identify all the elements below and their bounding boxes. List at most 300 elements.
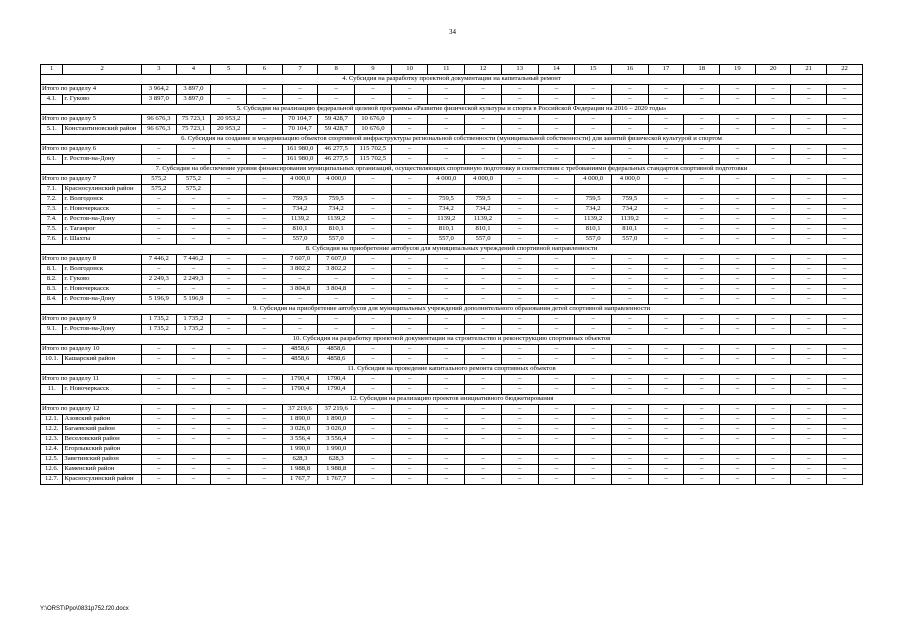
value-cell: – [755, 355, 791, 365]
value-cell: – [282, 85, 318, 95]
value-cell: – [141, 285, 176, 295]
value-cell: – [720, 435, 756, 445]
value-cell [211, 85, 247, 95]
value-cell [211, 445, 247, 455]
section-title: 11. Субсидия на проведение капитального ремонта спортивных объектов [41, 365, 863, 375]
value-cell: – [391, 265, 428, 275]
value-cell: – [355, 475, 392, 485]
section-title-row [41, 335, 863, 345]
value-cell: – [720, 115, 756, 125]
value-cell: – [465, 265, 502, 275]
value-cell: 734,2 [611, 205, 648, 215]
value-cell: – [141, 155, 176, 165]
column-number: 3 [141, 65, 176, 75]
value-cell: – [575, 435, 612, 445]
value-cell: – [648, 275, 684, 285]
value-cell: – [791, 385, 827, 395]
section-title: 10. Субсидия на разработку проектной документации на строительство и реконструкцию спортивных объектов [41, 335, 863, 345]
value-cell: – [176, 225, 211, 235]
value-cell: – [720, 405, 756, 415]
value-cell: – [827, 465, 863, 475]
value-cell: – [827, 95, 863, 105]
value-cell: – [428, 155, 465, 165]
value-cell: – [611, 475, 648, 485]
value-cell: – [176, 145, 211, 155]
value-cell: – [827, 275, 863, 285]
value-cell: – [648, 85, 684, 95]
row-number: 7.1. [41, 185, 63, 195]
value-cell: – [720, 345, 756, 355]
column-number: 9 [355, 65, 392, 75]
value-cell: – [211, 155, 247, 165]
subsidy-table [40, 64, 863, 485]
value-cell: 46 277,5 [318, 145, 355, 155]
column-number: 2 [63, 65, 142, 75]
value-cell: – [428, 375, 465, 385]
value-cell: 1 767,7 [318, 475, 355, 485]
value-cell: – [611, 375, 648, 385]
value-cell [575, 445, 612, 455]
table-row [41, 155, 863, 165]
value-cell: – [827, 345, 863, 355]
value-cell: 810,1 [428, 225, 465, 235]
value-cell: – [211, 205, 247, 215]
value-cell: 734,2 [282, 205, 318, 215]
section-title-row [41, 75, 863, 85]
row-label: Итого по разделу 11 [41, 375, 142, 385]
value-cell: – [720, 325, 756, 335]
table-row [41, 385, 863, 395]
value-cell: – [575, 415, 612, 425]
row-number: 8.1. [41, 265, 63, 275]
value-cell: – [611, 355, 648, 365]
value-cell: – [538, 275, 575, 285]
value-cell: 70 104,7 [282, 115, 318, 125]
value-cell: – [648, 215, 684, 225]
value-cell [141, 445, 176, 455]
value-cell: 1139,2 [428, 215, 465, 225]
value-cell: – [684, 405, 720, 415]
value-cell: – [648, 415, 684, 425]
value-cell: – [791, 115, 827, 125]
row-number: 7.6. [41, 235, 63, 245]
value-cell: – [755, 385, 791, 395]
section-title-row [41, 135, 863, 145]
value-cell: – [501, 85, 538, 95]
value-cell: 1139,2 [318, 215, 355, 225]
value-cell: 575,2 [141, 175, 176, 185]
value-cell: – [755, 275, 791, 285]
value-cell: – [211, 425, 247, 435]
value-cell: – [391, 175, 428, 185]
value-cell: – [648, 455, 684, 465]
value-cell: – [720, 215, 756, 225]
row-name: г. Волгодонск [63, 195, 142, 205]
value-cell: – [755, 195, 791, 205]
value-cell: 4 000,0 [282, 175, 318, 185]
value-cell: – [755, 205, 791, 215]
value-cell: 5 196,9 [141, 295, 176, 305]
value-cell: – [575, 95, 612, 105]
value-cell: – [246, 115, 282, 125]
table-row [41, 185, 863, 195]
value-cell: 1790,4 [282, 375, 318, 385]
value-cell: – [141, 355, 176, 365]
value-cell: – [211, 405, 247, 415]
value-cell [538, 445, 575, 455]
value-cell: – [176, 415, 211, 425]
value-cell: – [355, 375, 392, 385]
value-cell: – [720, 315, 756, 325]
value-cell: – [211, 195, 247, 205]
value-cell: – [465, 325, 502, 335]
value-cell: – [501, 125, 538, 135]
value-cell: – [575, 425, 612, 435]
value-cell: – [501, 155, 538, 165]
value-cell: – [246, 205, 282, 215]
value-cell: – [501, 275, 538, 285]
value-cell: – [791, 315, 827, 325]
value-cell: – [428, 295, 465, 305]
value-cell [501, 445, 538, 455]
value-cell: – [141, 265, 176, 275]
row-name: г. Гуково [63, 275, 142, 285]
value-cell: 4858,6 [282, 345, 318, 355]
value-cell: – [465, 145, 502, 155]
value-cell: 3 802,2 [282, 265, 318, 275]
column-number: 8 [318, 65, 355, 75]
value-cell: – [465, 155, 502, 165]
value-cell: – [791, 435, 827, 445]
value-cell: – [827, 285, 863, 295]
value-cell: – [791, 265, 827, 275]
value-cell: 3 556,4 [318, 435, 355, 445]
value-cell: – [246, 425, 282, 435]
value-cell: – [246, 215, 282, 225]
row-number: 6.1. [41, 155, 63, 165]
value-cell: 4 000,0 [428, 175, 465, 185]
value-cell: – [211, 355, 247, 365]
value-cell: 3 026,0 [318, 425, 355, 435]
value-cell: 759,5 [465, 195, 502, 205]
value-cell: – [391, 155, 428, 165]
value-cell: – [611, 145, 648, 155]
value-cell: – [428, 425, 465, 435]
value-cell: – [246, 475, 282, 485]
value-cell: – [538, 155, 575, 165]
value-cell: – [538, 475, 575, 485]
section-title-row [41, 305, 863, 315]
value-cell: – [791, 175, 827, 185]
value-cell: – [575, 465, 612, 475]
value-cell: – [648, 325, 684, 335]
value-cell: – [720, 415, 756, 425]
value-cell: – [246, 85, 282, 95]
value-cell: 734,2 [428, 205, 465, 215]
value-cell: – [391, 325, 428, 335]
value-cell: – [575, 375, 612, 385]
value-cell: – [648, 375, 684, 385]
value-cell: – [611, 345, 648, 355]
value-cell [575, 185, 612, 195]
value-cell: – [501, 355, 538, 365]
value-cell: – [355, 345, 392, 355]
value-cell: – [176, 285, 211, 295]
value-cell: – [755, 215, 791, 225]
value-cell: – [538, 235, 575, 245]
value-cell: – [755, 345, 791, 355]
value-cell: – [827, 235, 863, 245]
value-cell: – [720, 155, 756, 165]
value-cell: – [684, 415, 720, 425]
value-cell: – [176, 455, 211, 465]
row-name: г. Ростов-на-Дону [63, 215, 142, 225]
value-cell: – [211, 295, 247, 305]
row-number: 12.6. [41, 465, 63, 475]
column-number: 4 [176, 65, 211, 75]
value-cell: – [648, 115, 684, 125]
value-cell: 1790,4 [282, 385, 318, 395]
value-cell: – [575, 115, 612, 125]
value-cell: – [211, 465, 247, 475]
row-name: Веселовский район [63, 435, 142, 445]
value-cell: – [355, 355, 392, 365]
value-cell: – [575, 345, 612, 355]
value-cell: – [465, 465, 502, 475]
value-cell: 759,5 [282, 195, 318, 205]
value-cell: – [501, 205, 538, 215]
row-number: 8.3. [41, 285, 63, 295]
section-title-row [41, 105, 863, 115]
value-cell: – [791, 475, 827, 485]
value-cell: – [141, 425, 176, 435]
value-cell: 810,1 [575, 225, 612, 235]
value-cell: – [176, 155, 211, 165]
value-cell: – [648, 175, 684, 185]
value-cell: 759,5 [428, 195, 465, 205]
value-cell: – [246, 155, 282, 165]
value-cell: – [720, 455, 756, 465]
value-cell: 4858,6 [282, 355, 318, 365]
value-cell: – [611, 435, 648, 445]
value-cell: – [355, 385, 392, 395]
value-cell: – [611, 285, 648, 295]
value-cell: – [827, 175, 863, 185]
value-cell: – [684, 175, 720, 185]
section-title: 9. Субсидия на приобретение автобусов для муниципальных учреждений дополнительного образования детей спортивной направленности [41, 305, 863, 315]
value-cell: – [684, 455, 720, 465]
row-label: Итого по разделу 5 [41, 115, 142, 125]
value-cell: – [755, 325, 791, 335]
value-cell: – [827, 375, 863, 385]
value-cell: – [827, 355, 863, 365]
value-cell: – [575, 85, 612, 95]
value-cell: 1 735,2 [141, 315, 176, 325]
value-cell: – [501, 405, 538, 415]
value-cell: – [720, 285, 756, 295]
row-label: Итого по разделу 12 [41, 405, 142, 415]
value-cell: – [684, 435, 720, 445]
value-cell: – [720, 465, 756, 475]
value-cell: – [355, 205, 392, 215]
value-cell: – [755, 375, 791, 385]
value-cell: – [575, 125, 612, 135]
row-number: 12.2. [41, 425, 63, 435]
row-name: Красносулинский район [63, 475, 142, 485]
file-path-footer: Y:\ORST\Ppo\0831p752.f20.docx [40, 606, 129, 612]
value-cell: 759,5 [318, 195, 355, 205]
value-cell: – [648, 435, 684, 445]
value-cell [611, 185, 648, 195]
value-cell: – [575, 315, 612, 325]
value-cell: – [501, 325, 538, 335]
value-cell: – [538, 85, 575, 95]
value-cell: – [611, 85, 648, 95]
value-cell: – [720, 275, 756, 285]
row-number: 7.5. [41, 225, 63, 235]
value-cell: – [501, 95, 538, 105]
value-cell [827, 445, 863, 455]
table-row [41, 425, 863, 435]
value-cell: – [648, 465, 684, 475]
value-cell: – [827, 385, 863, 395]
value-cell: – [501, 415, 538, 425]
value-cell: 59 428,7 [318, 115, 355, 125]
value-cell: – [355, 265, 392, 275]
value-cell: – [755, 225, 791, 235]
value-cell: – [355, 465, 392, 475]
value-cell: – [684, 275, 720, 285]
value-cell: – [428, 285, 465, 295]
value-cell: – [791, 225, 827, 235]
table-row [41, 205, 863, 215]
value-cell: – [684, 385, 720, 395]
value-cell: 557,0 [318, 235, 355, 245]
value-cell: 1139,2 [611, 215, 648, 225]
value-cell: – [575, 145, 612, 155]
table-row [41, 415, 863, 425]
value-cell: 7 607,0 [318, 255, 355, 265]
value-cell: – [611, 95, 648, 105]
value-cell: – [465, 295, 502, 305]
value-cell: – [355, 195, 392, 205]
value-cell: – [465, 415, 502, 425]
value-cell: – [391, 145, 428, 155]
table-row [41, 215, 863, 225]
section-total-row [41, 115, 863, 125]
value-cell: – [648, 405, 684, 415]
value-cell: 628,3 [282, 455, 318, 465]
value-cell: 2 249,3 [176, 275, 211, 285]
row-name: г. Волгодонск [63, 265, 142, 275]
value-cell: – [575, 455, 612, 465]
value-cell: – [355, 325, 392, 335]
value-cell: – [211, 435, 247, 445]
value-cell: – [211, 255, 247, 265]
value-cell: 557,0 [282, 235, 318, 245]
value-cell: – [538, 295, 575, 305]
value-cell: – [391, 85, 428, 95]
value-cell: – [246, 415, 282, 425]
value-cell [791, 445, 827, 455]
value-cell: – [246, 355, 282, 365]
value-cell: – [611, 425, 648, 435]
value-cell [355, 445, 392, 455]
value-cell: – [282, 315, 318, 325]
section-total-row [41, 345, 863, 355]
value-cell: – [648, 475, 684, 485]
value-cell: – [211, 215, 247, 225]
table-row [41, 265, 863, 275]
value-cell: – [611, 295, 648, 305]
value-cell [465, 445, 502, 455]
value-cell: 3 802,2 [318, 265, 355, 275]
page-number: 34 [449, 28, 456, 36]
value-cell: – [755, 255, 791, 265]
value-cell: 3 804,8 [282, 285, 318, 295]
value-cell: – [246, 145, 282, 155]
column-number: 16 [611, 65, 648, 75]
value-cell [791, 185, 827, 195]
value-cell: – [355, 175, 392, 185]
value-cell: – [465, 315, 502, 325]
value-cell: – [538, 265, 575, 275]
value-cell: – [575, 355, 612, 365]
value-cell: – [176, 435, 211, 445]
column-number: 5 [211, 65, 247, 75]
value-cell: – [684, 375, 720, 385]
value-cell: – [176, 355, 211, 365]
value-cell: – [501, 295, 538, 305]
section-title-row [41, 165, 863, 175]
value-cell: – [176, 405, 211, 415]
row-name: г. Новочеркасск [63, 385, 142, 395]
column-number: 14 [538, 65, 575, 75]
row-number: 8.4. [41, 295, 63, 305]
value-cell: – [355, 215, 392, 225]
value-cell: 3 964,2 [141, 85, 176, 95]
value-cell: – [428, 315, 465, 325]
column-number: 13 [501, 65, 538, 75]
value-cell: – [684, 205, 720, 215]
value-cell: 1 735,2 [176, 315, 211, 325]
value-cell: – [538, 425, 575, 435]
value-cell: – [684, 155, 720, 165]
table-row [41, 445, 863, 455]
row-number: 11. [41, 385, 63, 395]
value-cell: – [827, 405, 863, 415]
value-cell: – [141, 345, 176, 355]
value-cell: – [611, 385, 648, 395]
value-cell: 115 702,5 [355, 145, 392, 155]
value-cell: – [755, 475, 791, 485]
value-cell: – [648, 355, 684, 365]
value-cell [684, 445, 720, 455]
column-number: 21 [791, 65, 827, 75]
value-cell: – [465, 425, 502, 435]
column-number: 12 [465, 65, 502, 75]
value-cell: 557,0 [428, 235, 465, 245]
value-cell: – [428, 345, 465, 355]
value-cell: – [465, 475, 502, 485]
value-cell: – [428, 255, 465, 265]
value-cell: – [246, 195, 282, 205]
value-cell: – [391, 425, 428, 435]
value-cell: 7 446,2 [141, 255, 176, 265]
column-number: 11 [428, 65, 465, 75]
value-cell: – [501, 385, 538, 395]
value-cell: – [211, 95, 247, 105]
